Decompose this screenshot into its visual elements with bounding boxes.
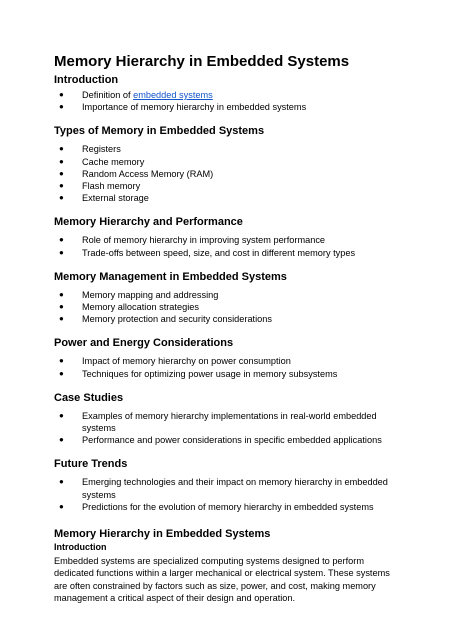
- bullet-icon: ●: [59, 501, 64, 511]
- list-item-text: Trade-offs between speed, size, and cost in different memory types: [82, 247, 356, 258]
- case-studies-heading: Case Studies: [54, 391, 124, 404]
- list-item: [54, 368, 404, 380]
- list-item-text: Role of memory hierarchy in improving system performance: [82, 235, 326, 246]
- power-section: [54, 337, 404, 379]
- bullet-icon: ●: [59, 144, 64, 154]
- management-list: [54, 289, 404, 326]
- list-item-text: Techniques for optimizing power usage in memory subsystems: [82, 368, 338, 379]
- case-studies-section: [54, 392, 404, 447]
- management-section: [54, 271, 404, 326]
- bullet-icon: ●: [59, 368, 64, 378]
- body-paragraph: Embedded systems are specialized computing systems designed to perform dedicated functions within a larger mechanical or electrical system. These systems are often constrained by factors such as size, power, and cost, making memory management a critical aspect of their design and operation.: [54, 556, 390, 603]
- list-item: [54, 313, 404, 325]
- list-item-text: Predictions for the evolution of memory hierarchy in embedded systems: [82, 501, 374, 512]
- bullet-icon: ●: [59, 90, 64, 99]
- list-item: [54, 247, 404, 259]
- power-heading: Power and Energy Considerations: [54, 337, 234, 350]
- body-section-subheading: Introduction: [54, 542, 107, 553]
- bullet-icon: ●: [59, 410, 64, 420]
- list-item: [54, 501, 404, 513]
- power-list: [54, 355, 404, 379]
- future-trends-section: [54, 458, 404, 513]
- types-section: [54, 125, 404, 204]
- document-content: [54, 53, 404, 604]
- list-item: [54, 234, 404, 246]
- list-item-text: Flash memory: [82, 181, 141, 192]
- bullet-icon: ●: [59, 181, 64, 191]
- embedded-systems-link[interactable]: embedded systems: [133, 90, 213, 100]
- types-list: [54, 143, 404, 204]
- bullet-icon: ●: [59, 302, 64, 312]
- list-item-text: Memory protection and security considerations: [82, 314, 272, 325]
- bullet-icon: ●: [59, 289, 64, 299]
- list-item: [54, 476, 404, 500]
- list-item-text: Examples of memory hierarchy implementations in real-world embedded systems: [82, 410, 377, 434]
- list-item: [54, 89, 404, 101]
- introduction-list: [54, 89, 404, 113]
- list-item-text: Memory mapping and addressing: [82, 289, 219, 300]
- introduction-section: [54, 74, 404, 113]
- bullet-icon: ●: [59, 235, 64, 245]
- list-item-text: Importance of memory hierarchy in embedded systems: [82, 102, 307, 113]
- list-item: [54, 192, 404, 204]
- types-heading: Types of Memory in Embedded Systems: [54, 125, 265, 138]
- list-item-text: Cache memory: [82, 156, 145, 167]
- list-item-text: Performance and power considerations in specific embedded applications: [82, 435, 382, 446]
- bullet-icon: ●: [59, 435, 64, 445]
- performance-heading: Memory Hierarchy and Performance: [54, 216, 243, 229]
- bullet-icon: ●: [59, 193, 64, 203]
- bullet-icon: ●: [59, 356, 64, 366]
- list-item-text: Definition of: [82, 90, 134, 100]
- list-item: [54, 289, 404, 301]
- list-item: [54, 143, 404, 155]
- future-trends-heading: Future Trends: [54, 458, 128, 471]
- list-item-text: Memory allocation strategies: [82, 302, 199, 313]
- introduction-heading: Introduction: [54, 74, 119, 86]
- list-item-text: Emerging technologies and their impact on memory hierarchy in embedded systems: [82, 477, 388, 500]
- performance-section: [54, 216, 404, 258]
- management-heading: Memory Management in Embedded Systems: [54, 270, 287, 283]
- case-studies-list: [54, 410, 404, 447]
- list-item: [54, 355, 404, 367]
- list-item-text: Impact of memory hierarchy on power consumption: [82, 356, 291, 367]
- list-item-text: Registers: [82, 144, 121, 155]
- list-item: [54, 156, 404, 168]
- list-item: [54, 410, 404, 434]
- bullet-icon: ●: [59, 314, 64, 324]
- bullet-icon: ●: [59, 102, 64, 112]
- bullet-icon: ●: [59, 477, 64, 487]
- list-item: [54, 434, 404, 446]
- bullet-icon: ●: [59, 156, 64, 166]
- list-item: [54, 180, 404, 192]
- performance-list: [54, 234, 404, 258]
- list-item: [54, 168, 404, 180]
- document-title: Memory Hierarchy in Embedded Systems: [54, 53, 350, 70]
- future-trends-list: [54, 476, 404, 513]
- list-item: [54, 301, 404, 313]
- body-section-heading: Memory Hierarchy in Embedded Systems: [54, 528, 271, 541]
- bullet-icon: ●: [59, 168, 64, 178]
- list-item: [54, 101, 404, 113]
- list-item-text: Random Access Memory (RAM): [82, 168, 214, 179]
- bullet-icon: ●: [59, 247, 64, 257]
- list-item-text: External storage: [82, 193, 149, 204]
